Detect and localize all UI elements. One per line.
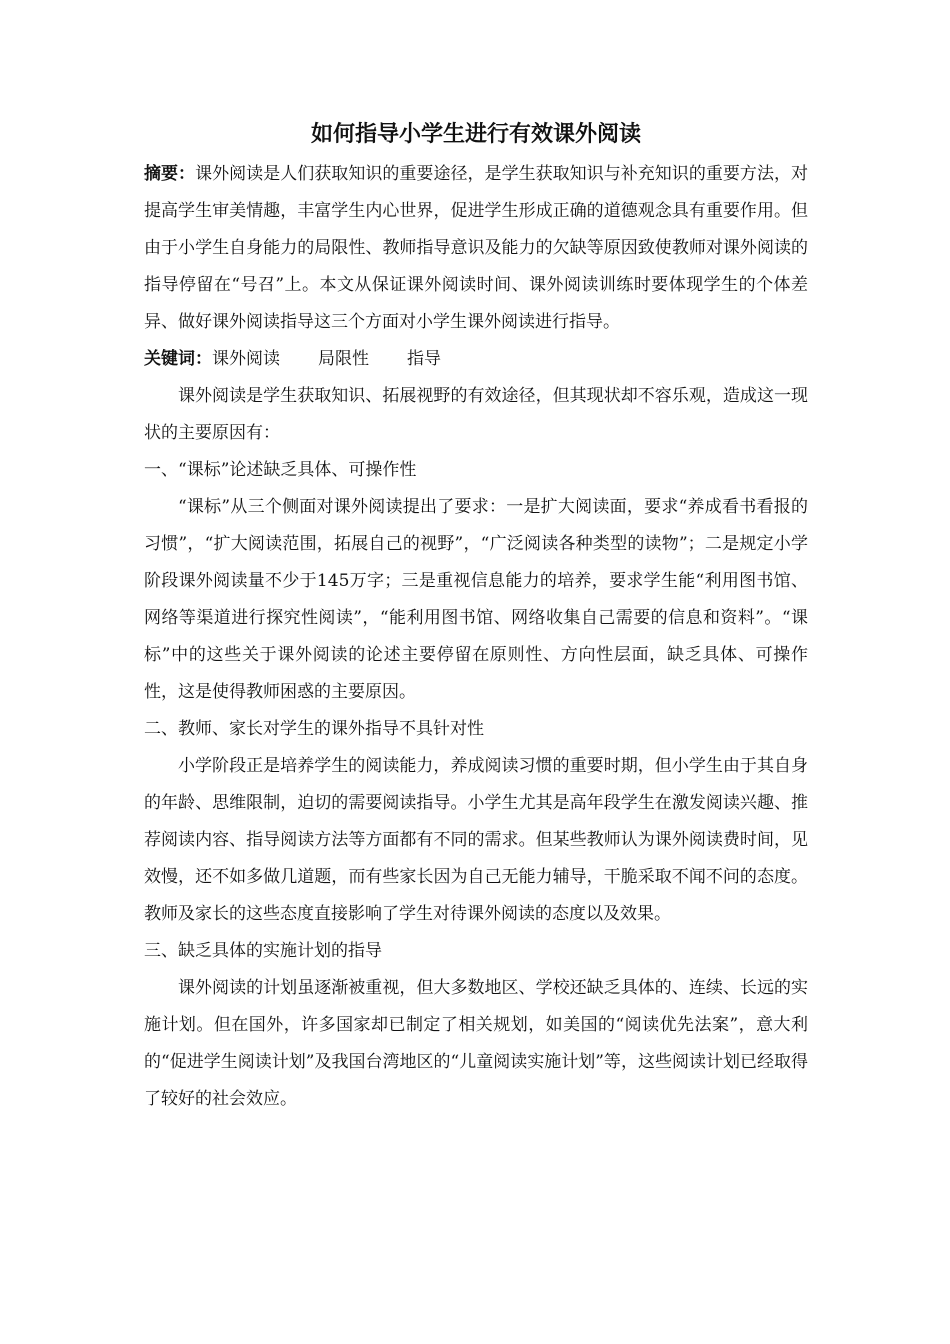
abstract-label: 摘要： — [144, 164, 196, 184]
keyword-item: 局限性 — [318, 349, 369, 369]
keyword-item: 指导 — [407, 349, 441, 369]
section-body: 小学阶段正是培养学生的阅读能力，养成阅读习惯的重要时期，但小学生由于其自身的年龄、思维限制，迫切的需要阅读指导。小学生尤其是高年段学生在激发阅读兴趣、推荐阅读内容、指导阅读方法等方面都有不同的需求。但某些教师认为课外阅读费时间，见效慢，还不如多做几道题，而有些家长因为自己无能力辅导，干脆采取不闻不问的态度。教师及家长的这些态度直接影响了学生对待课外阅读的态度以及效果。 — [144, 756, 808, 924]
document-page — [144, 118, 808, 1118]
intro-paragraph: 课外阅读是学生获取知识、拓展视野的有效途径，但其现状却不容乐观，造成这一现状的主要原因有： — [144, 386, 808, 443]
section-heading: 二、教师、家长对学生的课外指导不具针对性 — [144, 719, 484, 739]
section-body: 课外阅读的计划虽逐渐被重视，但大多数地区、学校还缺乏具体的、连续、长远的实施计划。但在国外，许多国家却已制定了相关规划，如美国的“阅读优先法案”，意大利的“促进学生阅读计划”及我国台湾地区的“儿童阅读实施计划”等，这些阅读计划已经取得了较好的社会效应。 — [144, 978, 808, 1109]
keyword-item: 课外阅读 — [212, 349, 280, 369]
page-title: 如何指导小学生进行有效课外阅读 — [310, 121, 641, 147]
keywords-label: 关键词： — [144, 349, 212, 369]
section-heading: 三、缺乏具体的实施计划的指导 — [144, 941, 382, 961]
abstract-text: 课外阅读是人们获取知识的重要途径，是学生获取知识与补充知识的重要方法，对提高学生审美情趣，丰富学生内心世界，促进学生形成正确的道德观念具有重要作用。但由于小学生自身能力的局限性、教师指导意识及能力的欠缺等原因致使教师对课外阅读的指导停留在“号召”上。本文从保证课外阅读时间、课外阅读训练时要体现学生的个体差异、做好课外阅读指导这三个方面对小学生课外阅读进行指导。 — [144, 164, 809, 332]
abstract — [144, 156, 808, 341]
section-body: “课标”从三个侧面对课外阅读提出了要求：一是扩大阅读面，要求“养成看书看报的习惯”，“扩大阅读范围，拓展自己的视野”，“广泛阅读各种类型的读物”；二是规定小学阶段课外阅读量不少于145万字；三是重视信息能力的培养，要求学生能“利用图书馆、网络等渠道进行探究性阅读”，“能利用图书馆、网络收集自己需要的信息和资料”。“课标”中的这些关于课外阅读的论述主要停留在原则性、方向性层面，缺乏具体、可操作性，这是使得教师困惑的主要原因。 — [144, 497, 808, 702]
section-heading: 一、“课标”论述缺乏具体、可操作性 — [144, 460, 417, 480]
keywords — [144, 341, 808, 378]
